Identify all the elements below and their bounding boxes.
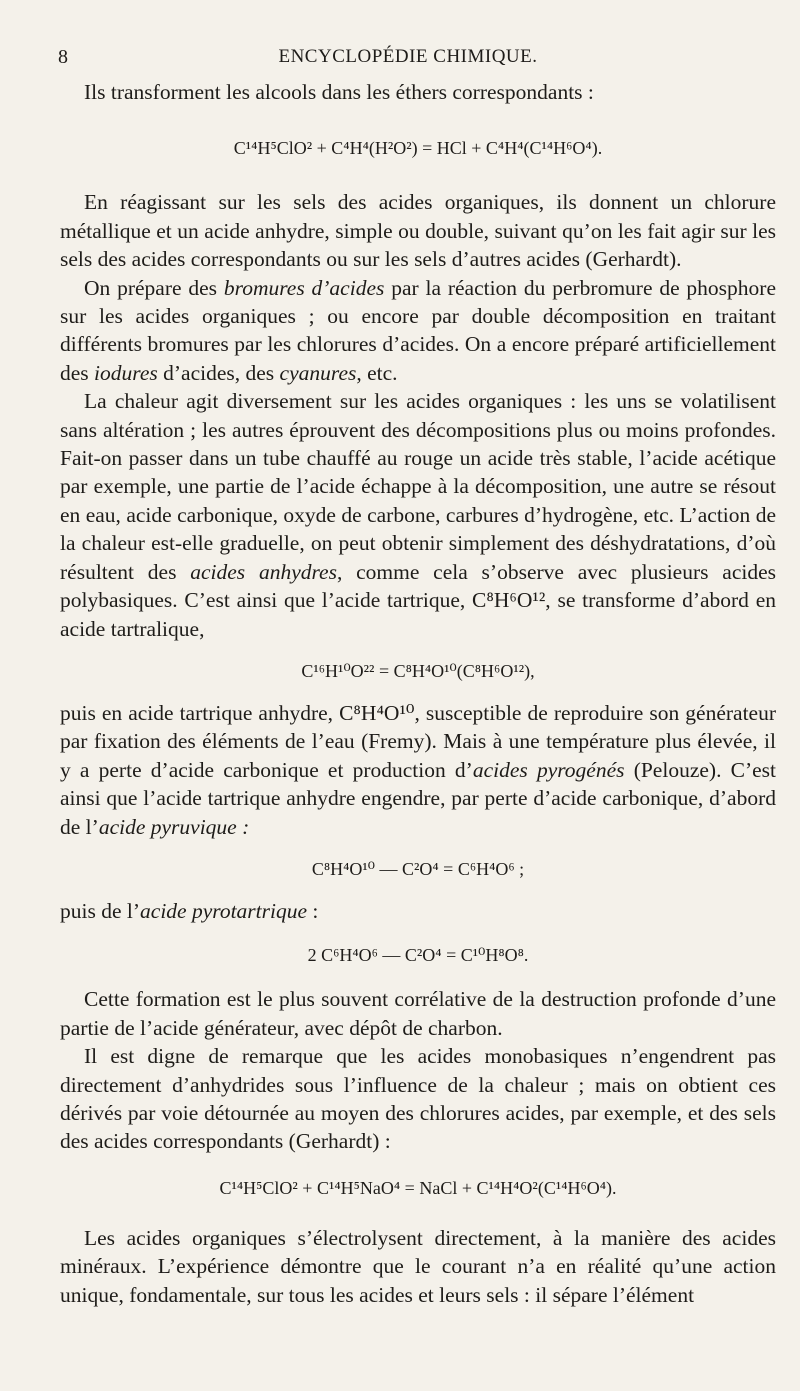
formula-pyrotartaric: 2 C⁶H⁴O⁶ — C²O⁴ = C¹⁰H⁸O⁸. [307,945,529,966]
italic-term: iodures [94,360,158,385]
italic-term: cyanures [279,360,357,385]
page-header [58,46,758,74]
paragraph-pyrotartaric [60,897,776,925]
text-run: d’acides, des [157,360,280,385]
paragraph-heat [60,387,776,643]
paragraph-intro: Ils transforment les alcools dans les éthers correspondants : [84,80,594,104]
text-run: , comme cela s’observe avec plusieurs acides polybasiques. C’est ainsi que l’acide tartrique, C⁸H⁶O¹², se transforme d’abord en acide tartralique, [60,559,776,641]
text-run: La chaleur agit diversement sur les acides organiques : les uns se volatilisent sans altération ; les autres éprouvent des décompositions plus ou moins profondes. Fait-on passer dans un tube chauffé au rouge un acide très stable, l’acide acétique par exemple, une partie de l’acide échappe à la décomposition, une autre se résout en eau, acide carbonique, oxyde de carbone, carbures d’hydrogène, etc. L’action de la chaleur est-elle graduelle, on peut obtenir simplement des déshydratations, d’où résultent des [60,389,776,584]
page-body [60,78,776,1309]
formula-tartralic: C¹⁶H¹⁰O²² = C⁸H⁴O¹⁰(C⁸H⁶O¹²), [301,660,535,681]
paragraph-salts: En réagissant sur les sels des acides organiques, ils donnent un chlorure métallique et un acide anhydre, simple ou double, suivant qu’on les fait agir sur les sels des acides correspondants ou sur les sels d’autres acides (Gerhardt). [60,190,776,272]
paragraph-electrolysis: Les acides organiques s’électrolysent directement, à la manière des acides minéraux. L’expérience démontre que le courant n’a en réalité qu’une action unique, fondamentale, sur tous les acides et leurs sels : il sépare l’élément [60,1225,776,1307]
italic-term: acides pyrogénés [472,757,625,782]
paragraph-bromides [60,274,776,388]
text-run: puis de l’ [60,898,141,923]
paragraph-monobasic: Il est digne de remarque que les acides monobasiques n’engendrent pas directement d’anhydrides sous l’influence de la chaleur ; mais on obtient ces dérivés par voie détournée au moyen des chlorures acides, par exemple, et des sels des acides correspondants (Gerhardt) : [60,1044,776,1154]
paragraph-destruction: Cette formation est le plus souvent corrélative de la destruction profonde d’une partie de l’acide générateur, avec dépôt de charbon. [60,987,776,1040]
italic-term: bromures d’acides [223,275,385,300]
running-title: ENCYCLOPÉDIE CHIMIQUE. [278,46,538,67]
text-run: , etc. [356,360,398,385]
text-run: par la réaction du perbromure de phosphore sur les acides organiques ; ou encore par double décomposition en traitant différents bromures par les chlorures d’acides. On a encore préparé artificiellement des [60,275,777,385]
italic-term: acides anhydres [190,559,337,584]
text-run: : [307,898,319,923]
text-run: (Pelouze). C’est ainsi que l’acide tartrique anhydre engendre, par perte d’acide carbonique, d’abord de l’ [60,757,777,839]
formula-ether: C¹⁴H⁵ClO² + C⁴H⁴(H²O²) = HCl + C⁴H⁴(C¹⁴H⁶O⁴). [233,138,603,159]
italic-term: acide pyruvique : [98,814,250,839]
italic-term: acide pyrotartrique [140,898,308,923]
formula-anhydride: C¹⁴H⁵ClO² + C¹⁴H⁵NaO⁴ = NaCl + C¹⁴H⁴O²(C¹⁴H⁶O⁴). [219,1177,617,1198]
formula-pyruvic: C⁸H⁴O¹⁰ — C²O⁴ = C⁶H⁴O⁶ ; [311,858,525,879]
page-number: 8 [58,46,68,68]
paragraph-anhydrous [60,699,776,841]
text-run: puis en acide tartrique anhydre, C⁸H⁴O¹⁰, susceptible de reproduire son générateur par fixation des éléments de l’eau (Fremy). Mais à une température plus élevée, il y a perte d’acide carbonique et production d’ [60,700,776,782]
text-run: On prépare des [84,275,224,300]
